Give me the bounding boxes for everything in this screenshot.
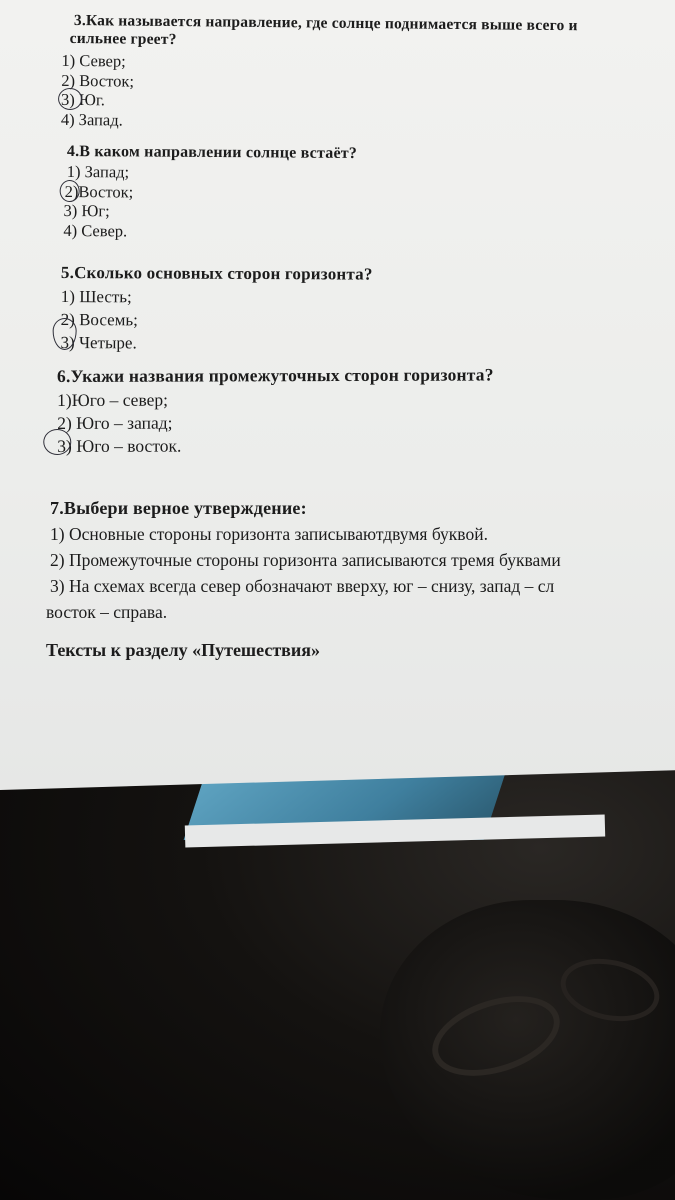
question-title: 4.В каком направлении солнце встаёт? bbox=[66, 143, 358, 163]
answer-option: 1)Юго – север; bbox=[57, 389, 169, 410]
answer-option: 4) Север. bbox=[63, 220, 128, 240]
question-5 bbox=[61, 263, 373, 356]
pen-circle-mark bbox=[60, 180, 80, 202]
answer-option: 1) Шесть; bbox=[60, 286, 132, 307]
answer-option: 3) На схемах всегда север обозначают вверху, юг – снизу, запад – сл bbox=[50, 576, 555, 596]
question-title: сильнее греет? bbox=[69, 29, 177, 49]
question-3 bbox=[60, 12, 578, 134]
pen-circle-mark bbox=[43, 429, 71, 455]
pen-circle-mark bbox=[58, 88, 82, 110]
question-7 bbox=[46, 498, 561, 625]
answer-option: 2) Восток; bbox=[61, 70, 135, 91]
answer-option: восток – справа. bbox=[46, 602, 168, 622]
answer-option: 4) Запад. bbox=[60, 109, 123, 130]
section-title: Тексты к разделу «Путешествия» bbox=[46, 640, 320, 660]
answer-option: 2)Восток; bbox=[64, 181, 134, 201]
answer-option: 1) Запад; bbox=[66, 161, 130, 182]
question-4 bbox=[63, 143, 358, 242]
answer-option: 3) Юг; bbox=[63, 200, 110, 221]
question-title: 6.Укажи названия промежуточных сторон горизонта? bbox=[57, 364, 494, 386]
answer-option: 3) Четыре. bbox=[60, 332, 137, 353]
answer-option: 1) Основные стороны горизонта записываютдвумя буквой. bbox=[50, 524, 488, 544]
question-title: 3.Как называется направление, где солнце поднимается выше всего и bbox=[73, 12, 578, 35]
answer-option: 2) Восемь; bbox=[60, 309, 138, 330]
question-title: 7.Выбери верное утверждение: bbox=[50, 498, 307, 518]
answer-option: 1) Север; bbox=[61, 50, 126, 71]
answer-option: 2) Промежуточные стороны горизонта записываются тремя буквами bbox=[50, 550, 561, 570]
question-title: 5.Сколько основных сторон горизонта? bbox=[60, 263, 373, 284]
answer-option: 3) Юг. bbox=[60, 89, 106, 110]
answer-option: 3) Юго – восток. bbox=[57, 435, 182, 456]
answer-option: 2) Юго – запад; bbox=[57, 412, 173, 433]
question-6 bbox=[57, 364, 494, 458]
